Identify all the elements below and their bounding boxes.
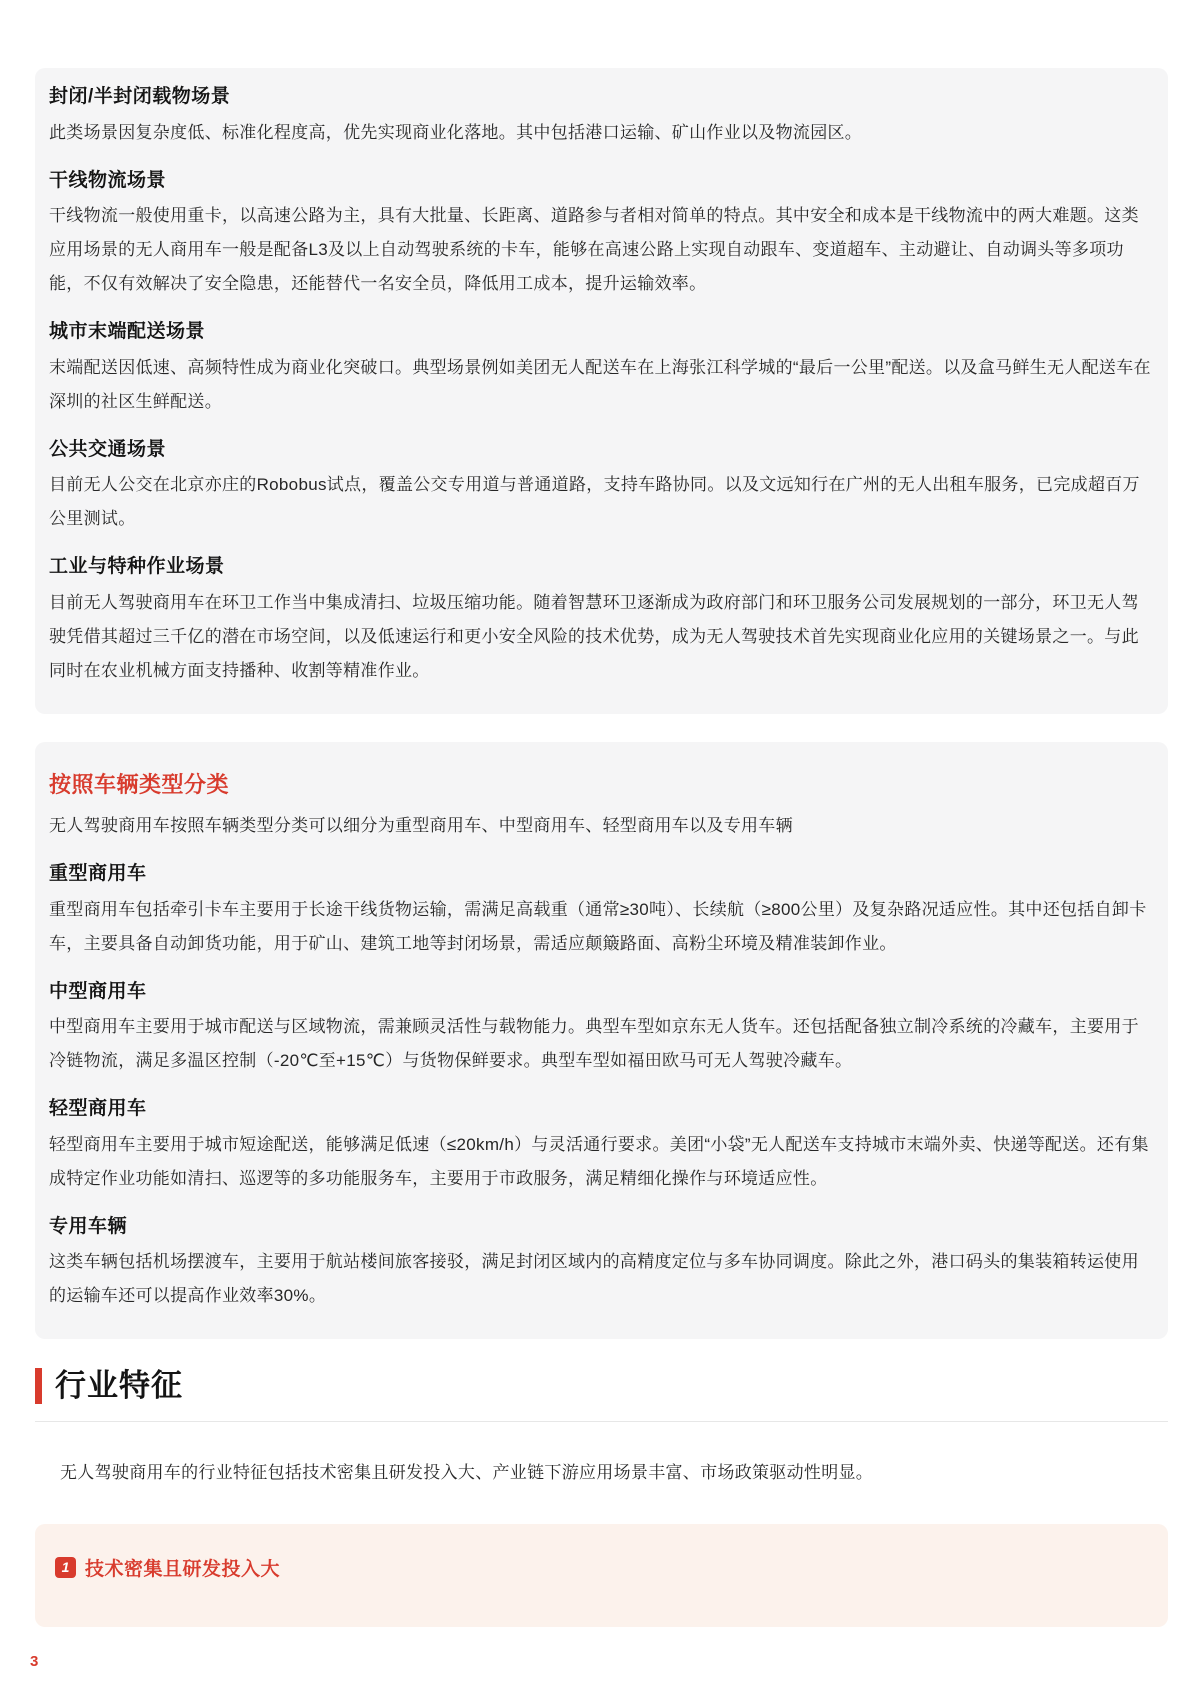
scenario-section	[49, 84, 1154, 150]
scenario-section	[49, 168, 1154, 302]
scenario-section-title: 封闭/半封闭载物场景	[49, 86, 231, 107]
vehicle-section	[49, 1214, 1154, 1314]
vehicle-section-body: 重型商用车包括牵引卡车主要用于长途干线货物运输，需满足高载重（通常≥30吨）、长续航（≥800公里）及复杂路况适应性。其中还包括自卸卡车，主要具备自动卸货功能，用于矿山、建筑工地等封闭场景，需适应颠簸路面、高粉尘环境及精准装卸作业。	[49, 899, 1147, 953]
scenario-section-title: 公共交通场景	[49, 438, 167, 460]
feature-card	[35, 1524, 1168, 1627]
industry-section-heading	[35, 1367, 1168, 1404]
vehicle-section-title: 中型商用车	[49, 980, 147, 1002]
section-divider	[35, 1421, 1168, 1422]
heading-accent-bar	[35, 1368, 42, 1404]
vehicle-section-title: 轻型商用车	[49, 1098, 147, 1120]
scenario-section	[49, 319, 1154, 419]
scenario-section-title: 干线物流场景	[49, 169, 167, 191]
scenario-section-body: 此类场景因复杂度低、标准化程度高，优先实现商业化落地。其中包括港口运输、矿山作业以及物流园区。	[49, 122, 863, 142]
scenario-section	[49, 437, 1154, 537]
vehicle-section	[49, 861, 1154, 961]
vehicle-section-title: 重型商用车	[49, 862, 147, 884]
scenario-section	[49, 554, 1154, 688]
vehicle-section	[49, 979, 1154, 1079]
industry-section-title: 行业特征	[55, 1368, 183, 1404]
feature-row	[55, 1554, 1148, 1581]
scenario-section-title: 城市末端配送场景	[49, 321, 206, 343]
vehicle-section-body: 轻型商用车主要用于城市短途配送，能够满足低速（≤20km/h）与灵活通行要求。美团“小袋”无人配送车支持城市末端外卖、快递等配送。还有集成特定作业功能如清扫、巡逻等的多功能服务车，主要用于市政服务，满足精细化操作与环境适应性。	[49, 1134, 1149, 1188]
vehicle-section-title: 专用车辆	[49, 1215, 128, 1237]
industry-intro: 无人驾驶商用车的行业特征包括技术密集且研发投入大、产业链下游应用场景丰富、市场政策驱动性明显。	[60, 1462, 874, 1482]
vehicle-section	[49, 1096, 1154, 1196]
scenario-section-body: 干线物流一般使用重卡，以高速公路为主，具有大批量、长距离、道路参与者相对简单的特点。其中安全和成本是干线物流中的两大难题。这类应用场景的无人商用车一般是配备L3及以上自动驾驶系统的卡车，能够在高速公路上实现自动跟车、变道超车、主动避让、自动调头等多项功能，不仅有效解决了安全隐患，还能替代一名安全员，降低用工成本，提升运输效率。	[49, 206, 1139, 294]
feature-title: 技术密集且研发投入大	[85, 1558, 281, 1580]
scenario-section-title: 工业与特种作业场景	[49, 556, 225, 578]
vehicle-block-title: 按照车辆类型分类	[49, 771, 230, 797]
vehicle-section-body: 中型商用车主要用于城市配送与区域物流，需兼顾灵活性与载物能力。典型车型如京东无人货车。还包括配备独立制冷系统的冷藏车，主要用于冷链物流，满足多温区控制（-20℃至+15℃）与货物保鲜要求。典型车型如福田欧马可无人驾驶冷藏车。	[49, 1017, 1139, 1071]
vehicle-block-intro: 无人驾驶商用车按照车辆类型分类可以细分为重型商用车、中型商用车、轻型商用车以及专用车辆	[49, 815, 793, 835]
vehicle-type-block	[35, 742, 1168, 1339]
scenario-section-body: 目前无人驾驶商用车在环卫工作当中集成清扫、垃圾压缩功能。随着智慧环卫逐渐成为政府部门和环卫服务公司发展规划的一部分，环卫无人驾驶凭借其超过三千亿的潜在市场空间，以及低速运行和更小安全风险的技术优势，成为无人驾驶技术首先实现商业化应用的关键场景之一。与此同时在农业机械方面支持播种、收割等精准作业。	[49, 592, 1139, 680]
scenario-section-body: 目前无人公交在北京亦庄的Robobus试点，覆盖公交专用道与普通道路，支持车路协同。以及文远知行在广州的无人出租车服务，已完成超百万公里测试。	[49, 475, 1140, 529]
vehicle-section-body: 这类车辆包括机场摆渡车，主要用于航站楼间旅客接驳，满足封闭区域内的高精度定位与多车协同调度。除此之外，港口码头的集装箱转运使用的运输车还可以提高作业效率30%。	[49, 1252, 1139, 1306]
scenario-section-body: 末端配送因低速、高频特性成为商业化突破口。典型场景例如美团无人配送车在上海张江科学城的“最后一公里”配送。以及盒马鲜生无人配送车在深圳的社区生鲜配送。	[49, 357, 1151, 411]
feature-number-badge: 1	[55, 1557, 76, 1578]
scenario-block	[35, 68, 1168, 714]
page-number: 3	[30, 1652, 39, 1670]
